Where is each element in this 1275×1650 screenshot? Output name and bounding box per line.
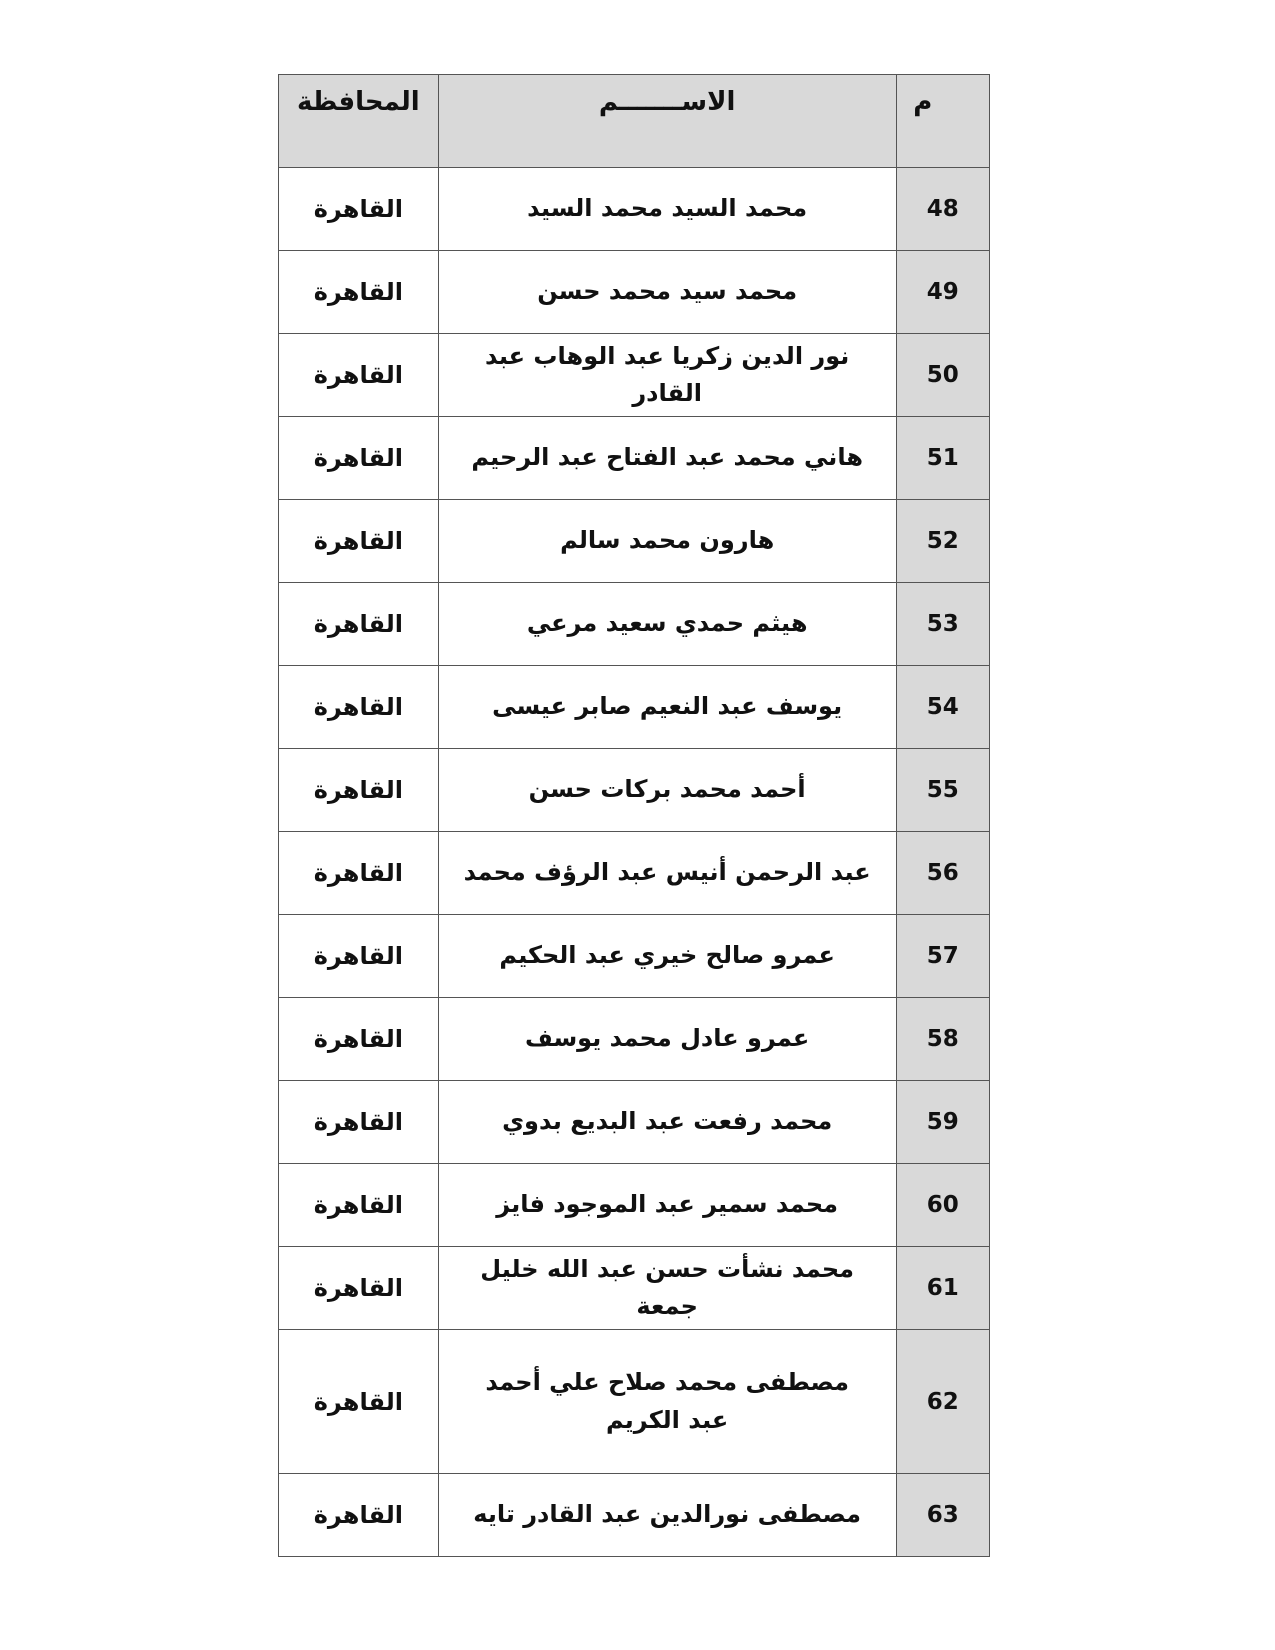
row-number: 54 (896, 666, 989, 749)
row-governorate: القاهرة (279, 832, 439, 915)
table-row (279, 1164, 990, 1247)
row-number: 57 (896, 915, 989, 998)
row-governorate: القاهرة (279, 915, 439, 998)
row-governorate: القاهرة (279, 1330, 439, 1474)
row-name: هاني محمد عبد الفتاح عبد الرحيم (438, 417, 896, 500)
row-number: 48 (896, 168, 989, 251)
row-name: أحمد محمد بركات حسن (438, 749, 896, 832)
row-governorate: القاهرة (279, 500, 439, 583)
table-row (279, 1081, 990, 1164)
row-governorate: القاهرة (279, 168, 439, 251)
row-name: هيثم حمدي سعيد مرعي (438, 583, 896, 666)
table-row (279, 1330, 990, 1474)
row-governorate: القاهرة (279, 1474, 439, 1557)
row-number: 50 (896, 334, 989, 417)
row-number: 49 (896, 251, 989, 334)
row-governorate: القاهرة (279, 998, 439, 1081)
row-number: 60 (896, 1164, 989, 1247)
table-row (279, 417, 990, 500)
row-number: 52 (896, 500, 989, 583)
header-number: م (896, 75, 989, 168)
table-row (279, 998, 990, 1081)
table-row (279, 832, 990, 915)
row-governorate: القاهرة (279, 251, 439, 334)
row-name: نور الدين زكريا عبد الوهاب عبد القادر (438, 334, 896, 417)
row-name: هارون محمد سالم (438, 500, 896, 583)
row-number: 62 (896, 1330, 989, 1474)
names-table (278, 74, 990, 1557)
row-governorate: القاهرة (279, 666, 439, 749)
row-name: محمد رفعت عبد البديع بدوي (438, 1081, 896, 1164)
row-governorate: القاهرة (279, 1247, 439, 1330)
row-name: يوسف عبد النعيم صابر عيسى (438, 666, 896, 749)
row-name: مصطفى نورالدين عبد القادر تايه (438, 1474, 896, 1557)
table-row (279, 749, 990, 832)
row-name: عمرو صالح خيري عبد الحكيم (438, 915, 896, 998)
table-row (279, 168, 990, 251)
table-row (279, 583, 990, 666)
table-row (279, 1247, 990, 1330)
row-name: محمد نشأت حسن عبد الله خليل جمعة (438, 1247, 896, 1330)
row-number: 55 (896, 749, 989, 832)
header-row (279, 75, 990, 168)
header-name: الاســـــــم (438, 75, 896, 168)
row-governorate: القاهرة (279, 417, 439, 500)
row-governorate: القاهرة (279, 1081, 439, 1164)
table-row (279, 251, 990, 334)
row-number: 56 (896, 832, 989, 915)
row-name: محمد سيد محمد حسن (438, 251, 896, 334)
row-name: مصطفى محمد صلاح علي أحمد عبد الكريم (438, 1330, 896, 1474)
row-number: 51 (896, 417, 989, 500)
row-number: 59 (896, 1081, 989, 1164)
row-number: 61 (896, 1247, 989, 1330)
row-governorate: القاهرة (279, 334, 439, 417)
row-name: عبد الرحمن أنيس عبد الرؤف محمد (438, 832, 896, 915)
row-name: عمرو عادل محمد يوسف (438, 998, 896, 1081)
table-row (279, 1474, 990, 1557)
header-governorate: المحافظة (279, 75, 439, 168)
row-name: محمد السيد محمد السيد (438, 168, 896, 251)
table-row (279, 915, 990, 998)
row-number: 63 (896, 1474, 989, 1557)
table-row (279, 666, 990, 749)
row-name: محمد سمير عبد الموجود فايز (438, 1164, 896, 1247)
row-governorate: القاهرة (279, 583, 439, 666)
table-row (279, 500, 990, 583)
row-number: 53 (896, 583, 989, 666)
row-governorate: القاهرة (279, 1164, 439, 1247)
row-governorate: القاهرة (279, 749, 439, 832)
table-row (279, 334, 990, 417)
row-number: 58 (896, 998, 989, 1081)
